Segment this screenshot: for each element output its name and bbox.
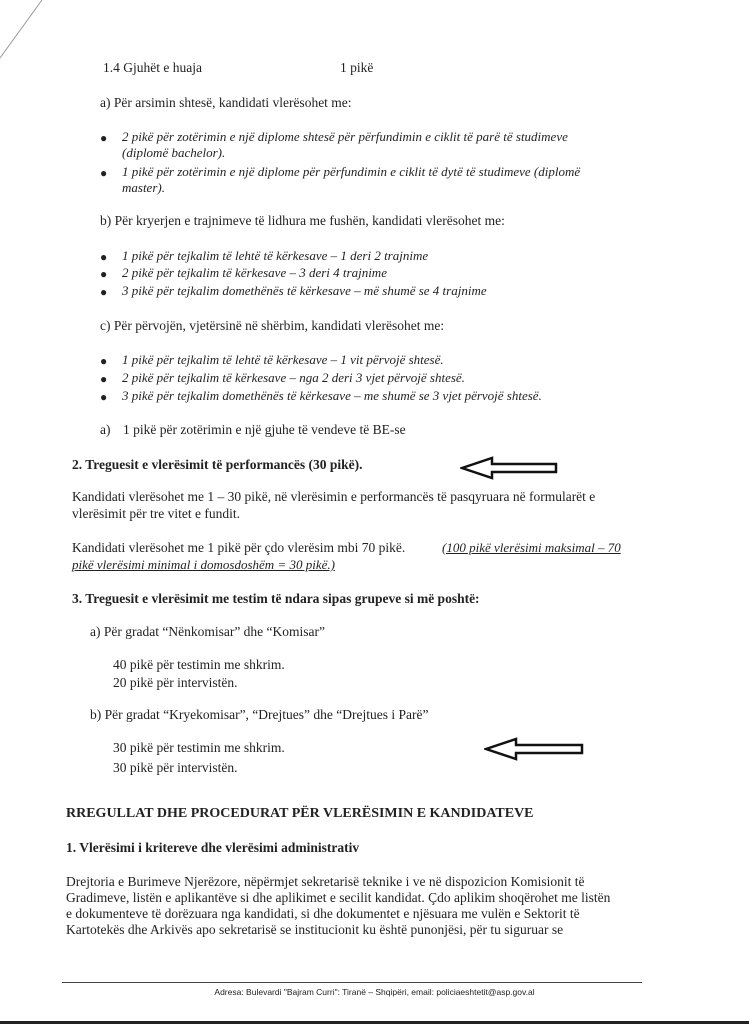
bullet-icon: ● [100,354,108,368]
bullet-icon: ● [100,250,108,264]
bullet-icon: ● [100,267,108,281]
section-1-4-points: 1 pikë [340,60,374,75]
sub-b-item-1: 1 pikë për tejkalim të lehtë të kërkesave – 1 deri 2 trajnime [122,248,429,263]
left-arrow-icon [484,737,586,761]
footer-address: Adresa: Bulevardi "Bajram Curri": Tiranë – Shqipëri, email: policiaeshtetit@asp.gov.al [214,987,535,997]
section-2-para-1-line-1: Kandidati vlerësohet me 1 – 30 pikë, në vlerësimin e performancës të pasqyruara në formularët e [72,489,596,504]
sub-c-intro: c) Për përvojën, vjetërsinë në shërbim, kandidati vlerësohet me: [100,318,445,333]
rules-para-line-1: Drejtoria e Burimeve Njerëzore, nëpërmjet sekretarisë teknike i ve në dispozicion Komisionit të [66,874,585,889]
sub-a-item-1-line-2: (diplomë bachelor). [122,145,226,160]
bullet-icon: ● [100,390,108,404]
group-b-line-2: 30 pikë për intervistën. [113,760,238,775]
rules-subheading: 1. Vlerësimi i kritereve dhe vlerësimi administrativ [66,840,360,855]
group-b-intro: b) Për gradat “Kryekomisar”, “Drejtues” dhe “Drejtues i Parë” [90,707,429,722]
footer-divider [62,982,642,983]
section-2-heading: 2. Treguesit e vlerësimit të performancës (30 pikë). [72,457,363,472]
sub-c-item-1: 1 pikë për tejkalim të lehtë të kërkesave – 1 vit përvojë shtesë. [122,352,444,367]
rules-heading: RREGULLAT DHE PROCEDURAT PËR VLERËSIMIN E KANDIDATEVE [66,806,534,821]
group-a-line-2: 20 pikë për intervistën. [113,675,238,690]
group-a-intro: a) Për gradat “Nënkomisar” dhe “Komisar” [90,624,326,639]
language-item-text: 1 pikë për zotërimin e një gjuhe të vendeve të BE-se [123,422,406,437]
section-1-4-title: 1.4 Gjuhët e huaja [103,60,202,75]
bullet-icon: ● [100,372,108,386]
page-corner-fold [0,0,60,70]
section-2-para-2-text: Kandidati vlerësohet me 1 pikë për çdo vlerësim mbi 70 pikë. [72,540,406,555]
sub-a-item-2-line-2: master). [122,180,165,195]
section-3-heading: 3. Treguesit e vlerësimit me testim të ndara sipas grupeve si më poshtë: [72,591,480,606]
section-2-para-1-line-2: vlerësimit për tre vitet e fundit. [72,506,240,521]
section-2-para-2-underlined-1: (100 pikë vlerësimi maksimal – 70 [442,540,621,555]
rules-para-line-2: Gradimeve, listën e aplikantëve si dhe aplikimet e secilit kandidat. Çdo aplikim shoqërohet me listën [66,890,611,905]
sub-a-intro: a) Për arsimin shtesë, kandidati vlerësohet me: [100,95,352,110]
bullet-icon: ● [100,166,108,180]
group-a-line-1: 40 pikë për testimin me shkrim. [113,657,285,672]
bullet-icon: ● [100,285,108,299]
sub-b-item-3: 3 pikë për tejkalim domethënës të kërkesave – më shumë se 4 trajnime [122,283,487,298]
rules-para-line-4: Kartotekës dhe Arkivës apo sekretarisë se institucionit ku është punonjësi, për tu siguruar se [66,922,564,937]
sub-a-item-2-line-1: 1 pikë për zotërimin e një diplome për përfundimin e ciklit të dytë të studimeve (diplomë [122,164,581,179]
sub-a-item-1-line-1: 2 pikë për zotërimin e një diplome shtesë për përfundimin e ciklit të parë të studimeve [122,129,568,144]
language-item-label: a) [100,422,111,437]
sub-c-item-2: 2 pikë për tejkalim të kërkesave – nga 2 deri 3 vjet përvojë shtesë. [122,370,465,385]
sub-b-intro: b) Për kryerjen e trajnimeve të lidhura me fushën, kandidati vlerësohet me: [100,213,505,228]
bullet-icon: ● [100,131,108,145]
group-b-line-1: 30 pikë për testimin me shkrim. [113,740,285,755]
sub-c-item-3: 3 pikë për tejkalim domethënës të kërkesave – me shumë se 3 vjet përvojë shtesë. [122,388,542,403]
section-2-para-2-underlined-2: pikë vlerësimi minimal i domosdoshëm = 30 pikë.) [72,557,335,572]
rules-para-line-3: e dokumenteve të dorëzuara nga kandidati, si dhe dokumentet e njësuara me vulën e Sektorit të [66,906,580,921]
left-arrow-icon [460,456,560,480]
sub-b-item-2: 2 pikë për tejkalim të kërkesave – 3 deri 4 trajnime [122,265,387,280]
